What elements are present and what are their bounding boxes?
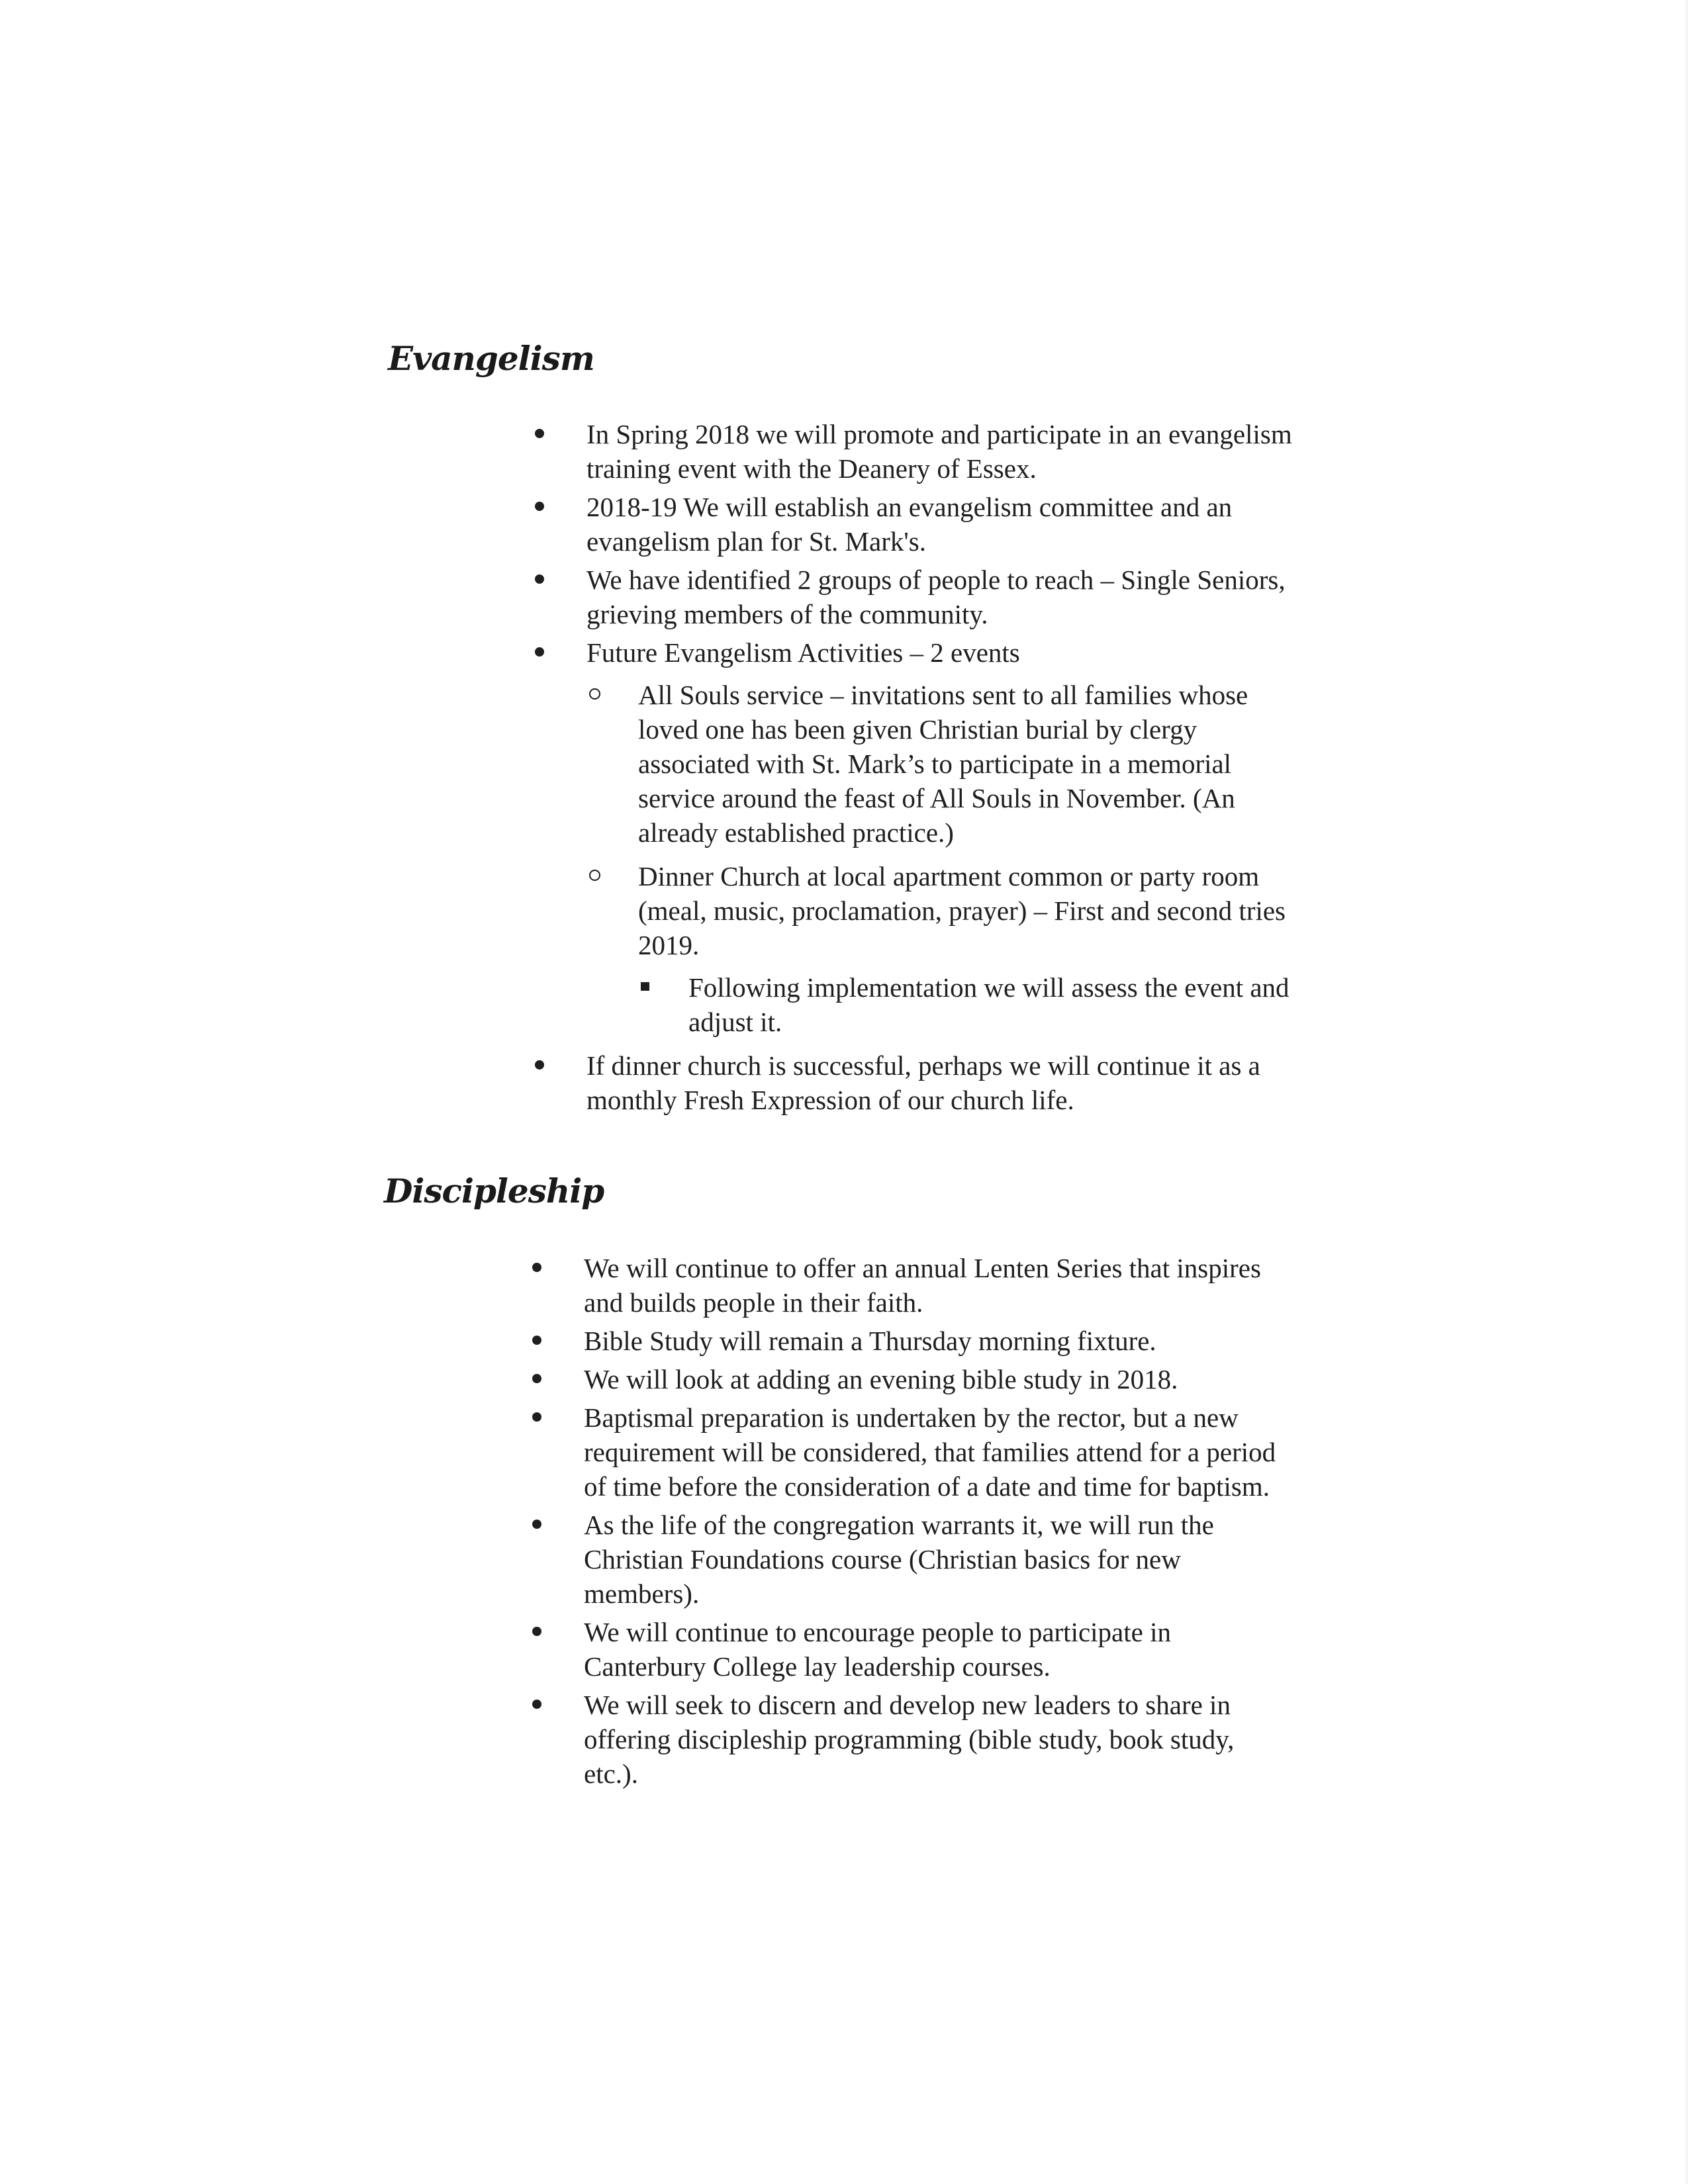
bullet-icon <box>532 1700 541 1709</box>
list-item <box>535 417 1296 486</box>
sub-sub-list <box>638 970 1296 1039</box>
bullet-icon <box>532 1336 541 1345</box>
list-item <box>532 1324 1293 1358</box>
sub-list-item-text: Dinner Church at local apartment common or party room (meal, music, proclamation, prayer) – First and second tries 2019. <box>638 861 1286 960</box>
list-item-text: We will seek to discern and develop new leaders to share in offering discipleship programming (bible study, book study, etc.). <box>584 1690 1235 1789</box>
list-item <box>532 1508 1293 1611</box>
list-item-text: Future Evangelism Activities – 2 events <box>586 637 1020 668</box>
list-item <box>532 1400 1293 1504</box>
list-item-text: We will continue to encourage people to participate in Canterbury College lay leadership courses. <box>584 1617 1171 1682</box>
list-item-text: Baptismal preparation is undertaken by the rector, but a new requirement will be considered, that families attend for a period of time before the consideration of a date and time for baptism. <box>584 1402 1276 1502</box>
list-item-text: We have identified 2 groups of people to reach – Single Seniors, grieving members of the community. <box>586 565 1286 629</box>
scan-edge <box>1684 0 1688 2184</box>
list-item-text: If dinner church is successful, perhaps we will continue it as a monthly Fresh Expression of our church life. <box>586 1050 1260 1115</box>
sub-sub-list-item-text: Following implementation we will assess the event and adjust it. <box>688 972 1289 1037</box>
sub-list-item <box>586 859 1296 1039</box>
list-item-text: As the life of the congregation warrants it, we will run the Christian Foundations course (Christian basics for new members). <box>584 1510 1214 1609</box>
bullet-icon <box>532 1627 541 1636</box>
evangelism-heading: Evangelism <box>388 339 594 378</box>
list-item <box>532 1251 1293 1320</box>
list-item-text: We will continue to offer an annual Lenten Series that inspires and builds people in their faith. <box>584 1253 1261 1318</box>
bullet-icon <box>535 574 544 584</box>
list-item-text: We will look at adding an evening bible study in 2018. <box>584 1364 1178 1394</box>
sub-list <box>586 678 1296 1039</box>
bullet-icon <box>535 502 544 511</box>
sub-sub-list-item <box>638 970 1296 1039</box>
list-item <box>535 490 1296 559</box>
evangelism-list <box>535 417 1296 1121</box>
list-item-text: 2018-19 We will establish an evangelism committee and an evangelism plan for St. Mark's. <box>586 492 1233 557</box>
list-item-text: In Spring 2018 we will promote and participate in an evangelism training event with the Deanery of Essex. <box>586 419 1292 484</box>
bullet-icon <box>532 1520 541 1529</box>
bullet-icon <box>532 1412 541 1422</box>
list-item <box>532 1688 1293 1791</box>
hollow-bullet-icon <box>589 870 600 881</box>
discipleship-heading: Discipleship <box>384 1171 604 1210</box>
bullet-icon <box>535 647 544 657</box>
bullet-icon <box>535 1060 544 1069</box>
sub-list-item <box>586 678 1296 850</box>
bullet-icon <box>532 1374 541 1383</box>
list-item <box>535 563 1296 631</box>
hollow-bullet-icon <box>589 688 600 700</box>
list-item <box>532 1362 1293 1396</box>
list-item <box>535 1048 1296 1117</box>
sub-list-item-text: All Souls service – invitations sent to all families whose loved one has been given Christian burial by clergy associated with St. Mark’s to participate in a memorial service around the feast of All Souls in November. (An already established practice.) <box>638 680 1248 848</box>
bullet-icon <box>532 1263 541 1272</box>
discipleship-list <box>532 1251 1293 1795</box>
list-item <box>535 635 1296 1039</box>
list-item-text: Bible Study will remain a Thursday morning fixture. <box>584 1326 1156 1356</box>
bullet-icon <box>535 429 544 438</box>
square-bullet-icon <box>641 982 649 991</box>
list-item <box>532 1615 1293 1684</box>
